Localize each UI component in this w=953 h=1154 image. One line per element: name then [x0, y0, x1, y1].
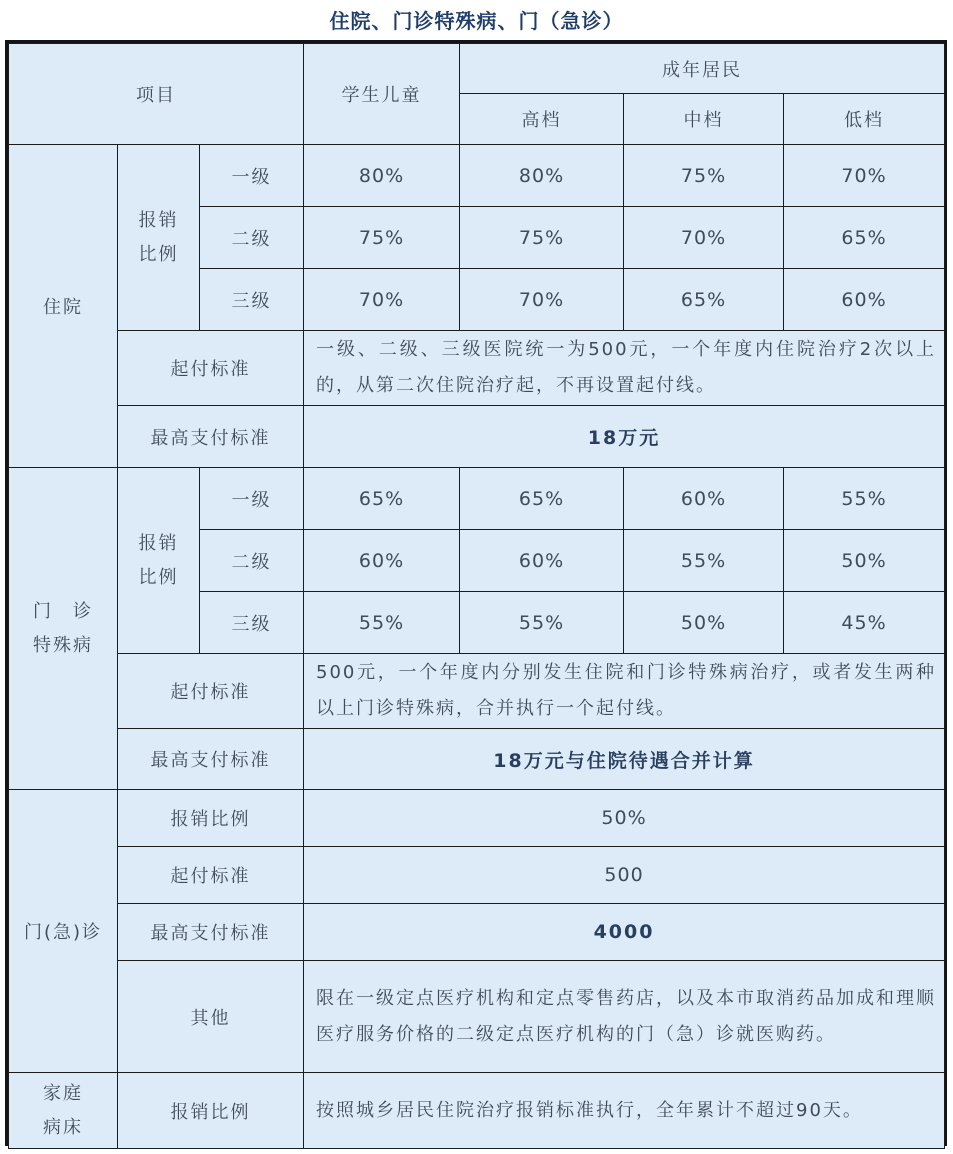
header-adult: 成年居民 [460, 44, 945, 94]
header-item: 项目 [9, 44, 304, 145]
outpatient-other-label: 其他 [118, 961, 304, 1073]
inpatient-level-2: 二级 [200, 207, 304, 269]
inpatient-max-text: 18万元 [304, 406, 945, 468]
outpatient-other-text: 限在一级定点医疗机构和定点零售药店，以及本市取消药品加成和理顺医疗服务价格的二级定点医疗机构的门（急）诊就医购药。 [304, 961, 945, 1073]
inpatient-label: 住院 [9, 145, 118, 468]
outpatient-ratio-label: 报销比例 [118, 790, 304, 847]
header-student: 学生儿童 [304, 44, 460, 145]
inpatient-level-1: 一级 [200, 145, 304, 207]
special-deductible-label: 起付标准 [118, 654, 304, 729]
inpatient-deductible-text: 一级、二级、三级医院统一为500元，一个年度内住院治疗2次以上的，从第二次住院治疗起，不再设置起付线。 [304, 331, 945, 406]
special-max-label: 最高支付标准 [118, 729, 304, 790]
inpatient-l1-student: 80% [304, 145, 460, 207]
inpatient-l3-low: 60% [784, 269, 945, 331]
special-l3-high: 55% [460, 592, 624, 654]
special-l3-student: 55% [304, 592, 460, 654]
outpatient-ratio-value: 50% [304, 790, 945, 847]
special-level-2: 二级 [200, 530, 304, 592]
policy-table-frame [5, 40, 947, 1146]
inpatient-l1-high: 80% [460, 145, 624, 207]
inpatient-ratio-label: 报销 比例 [118, 145, 200, 331]
special-ratio-label: 报销 比例 [118, 468, 200, 654]
special-level-3: 三级 [200, 592, 304, 654]
special-level-1: 一级 [200, 468, 304, 530]
special-l1-low: 55% [784, 468, 945, 530]
special-l3-mid: 50% [624, 592, 784, 654]
special-label: 门 诊 特殊病 [9, 468, 118, 790]
home-bed-ratio-label: 报销比例 [118, 1073, 304, 1149]
header-high: 高档 [460, 94, 624, 145]
home-bed-text: 按照城乡居民住院治疗报销标准执行，全年累计不超过90天。 [304, 1073, 945, 1149]
special-l2-student: 60% [304, 530, 460, 592]
inpatient-l3-student: 70% [304, 269, 460, 331]
inpatient-l1-mid: 75% [624, 145, 784, 207]
special-l3-low: 45% [784, 592, 945, 654]
inpatient-l2-student: 75% [304, 207, 460, 269]
special-l1-high: 65% [460, 468, 624, 530]
inpatient-l2-high: 75% [460, 207, 624, 269]
inpatient-l3-high: 70% [460, 269, 624, 331]
outpatient-max-value: 4000 [304, 904, 945, 961]
special-l2-mid: 55% [624, 530, 784, 592]
header-low: 低档 [784, 94, 945, 145]
outpatient-deductible-label: 起付标准 [118, 847, 304, 904]
header-mid: 中档 [624, 94, 784, 145]
outpatient-max-label: 最高支付标准 [118, 904, 304, 961]
page-title: 住院、门诊特殊病、门（急诊） [329, 9, 624, 33]
special-max-text: 18万元与住院待遇合并计算 [304, 729, 945, 790]
inpatient-level-3: 三级 [200, 269, 304, 331]
special-l1-student: 65% [304, 468, 460, 530]
inpatient-l3-mid: 65% [624, 269, 784, 331]
special-l2-high: 60% [460, 530, 624, 592]
policy-table [8, 43, 945, 1149]
special-l1-mid: 60% [624, 468, 784, 530]
inpatient-l1-low: 70% [784, 145, 945, 207]
inpatient-l2-mid: 70% [624, 207, 784, 269]
special-l2-low: 50% [784, 530, 945, 592]
inpatient-l2-low: 65% [784, 207, 945, 269]
special-deductible-text: 500元，一个年度内分别发生住院和门诊特殊病治疗，或者发生两种以上门诊特殊病，合并执行一个起付线。 [304, 654, 945, 729]
outpatient-label: 门(急)诊 [9, 790, 118, 1073]
inpatient-deductible-label: 起付标准 [118, 331, 304, 406]
home-bed-label: 家庭 病床 [9, 1073, 118, 1149]
inpatient-max-label: 最高支付标准 [118, 406, 304, 468]
outpatient-deductible-value: 500 [304, 847, 945, 904]
